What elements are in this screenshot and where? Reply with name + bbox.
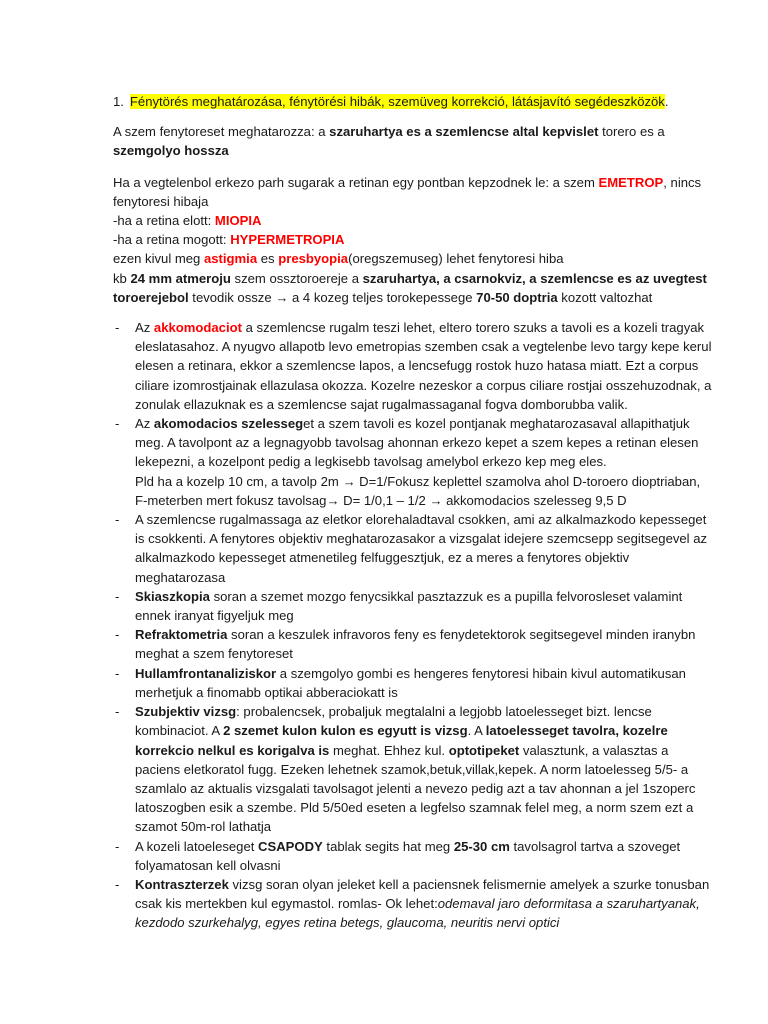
list-item-lens-elasticity: - A szemlencse rugalmassaga az eletkor elorehaladtaval csokken, ami az alkalmazkodo kepesseget is csokkenti. A fenytores objektiv meghatarozasakor a vizsgalat idejere szemcsepp segitsegevel az alkalmazkodo kepesseget atmenetileg felfuggesztjuk, ez a meres a fenytores objektiv meghatarozasa [115, 512, 708, 585]
arrow-icon: → [326, 492, 340, 508]
paragraph-emetrop: Ha a vegtelenbol erkezo parh sugarak a retinan egy pontban kepzodnek le: a szem EMETROP, nincs fenytoresi hibaja [113, 174, 702, 209]
line-miopia: -ha a retina elott: MIOPIA [113, 213, 262, 229]
list-item-accommodation: - Az akkomodaciot a szemlencse rugalm teszi lehet, eltero torero szuks a tavoli es a kozeli tragyak eleslatasahoz. A nyugvo allapotb levo emetropias szemben csak a vegtelenbe levo targy kepe kerul elesen a retinara, ekkor a szemlencse lapos, a lencsefugg rostok huzo hatasa miatt. Ezt a corpus ciliare izomrostjainak ellazulasa okozza. Kozelre nezeskor a corpus ciliare rostjai osszehuzodnak, a zonulak ellazuknak es a szemlencse sajat rugalmassaganal fogva domborubba valik. [115, 320, 712, 412]
document-body [113, 92, 713, 933]
term-presbyopia: presbyopia [278, 251, 349, 267]
arrow-icon: → [429, 492, 443, 508]
list-item-refraktometria: - Refraktometria soran a keszulek infravoros feny es fenydetektorok segitsegevel minden iranybn meghat a szem fenytoreset [115, 627, 696, 662]
term-akkomodaciot: akkomodaciot [153, 320, 242, 336]
term-miopia: MIOPIA [214, 213, 262, 229]
list-item-szubjektiv: - Szubjektiv vizsg: probalencsek, probaljuk megtalalni a legjobb latoelesseget bizt. lencse kombinaciot. A 2 szemet kulon kulon es egyutt is vizsg. A latoelesseget tavolra, kozelre korrekcio nelkul es korigalva is meghat. Ehhez kul. optotipeket valasztunk, a valasztas a paciens eletkoratol fugg. Ezeken lehetnek szamok,betuk,villak,kepek. A norm latoelesseg 5/5- a szamlalo az aktualis vizsgalati tavolsagot jelenti a nevezo pedig azt a tav ahonnan a jel 1szoperc latoszogben esik a szembe. Pld 5/50ed eseten a legfelso szamnak felel meg, a norm szem ezt a szamot 50m-rol lathatja [115, 704, 696, 835]
bullet-list [113, 318, 713, 933]
heading-highlighted-text: Fénytörés meghatározása, fénytörési hibák, szemüveg korrekció, látásjavító segédeszközök [129, 94, 665, 109]
arrow-icon: → [342, 473, 356, 489]
line-astigmia: ezen kivul meg astigmia es presbyopia(oregszemuseg) lehet fenytoresi hiba [113, 251, 564, 267]
line-refractive-power: kb 24 mm atmeroju szem osszt​oroereje a szaruhartya, a csarnokviz, a szemlencse es az uvegtest toroerejebol tevodik ossze → a 4 kozeg teljes torokepessege 70-50 doptria kozott valtozhat [113, 270, 707, 305]
list-item-accommodation-width: - Az akomodacios szelesseget a szem tavoli es kozel pontjanak meghatarozasaval allapithatjuk meg. A tavolpont az a legnagyobb tavolsag ahonnan erkezo kepet a szem kepes a retinan elesen lekepezni, a kozelpont pedig a legkisebb tavolsag amelybol erkezo kep meg eles. Pld ha a kozelp 10 cm, a tavolp 2m → D=1/Fokusz keplettel szamolva ahol D-toroero dioptriaban, F-meterben mert fokusz tavolsag→ D= 1/0,1 – 1/2 → akkomodacios szelesseg 9,5 D [115, 416, 701, 508]
paragraph-intro: A szem fenytoreset meghatarozza: a szaruhartya es a szemlencse altal kepvislet torero es a szemgolyo hossza [113, 124, 665, 159]
list-item-kontraszt: - Kontraszterzek vizsg soran olyan jeleket kell a paciensnek felismernie amelyek a szurke tonusban csak kis mertekben kul egymastol. romlas- Ok lehet:odemaval jaro deformitasa a szaruhartyanak, kezdodo szurkehalyg, egyes retina betegs, glaucoma, neuritis nervi optici [115, 876, 710, 931]
list-item-csapody: - A kozeli latoeleseget CSAPODY tablak segits hat meg 25-30 cm tavolsagrol tartva a szoveget folyamatosan kell olvasni [115, 838, 681, 873]
term-emetrop: EMETROP [598, 174, 664, 190]
list-item-hullamfront: - Hullamfrontanaliziskor a szemgolyo gombi es hengeres fenytoresi hibain kivul automatikusan merhetjuk a finomabb optikai abberaciokatt is [115, 665, 686, 700]
heading-number: 1. [113, 94, 124, 109]
term-hypermetropia: HYPERMETROPIA [230, 232, 345, 248]
section-heading [113, 92, 713, 111]
arrow-icon: → [275, 289, 289, 305]
list-item-skiaszkopia: - Skiaszkopia soran a szemet mozgo fenycsikkal pasztazzuk es a pupilla felvorosleset valamint ennek iranyat figyeljuk meg [115, 588, 683, 624]
line-hypermetropia: -ha a retina mogott: HYPERMETROPIA [113, 232, 345, 248]
term-astigmia: astigmia [203, 251, 258, 267]
heading-end: . [664, 94, 669, 109]
